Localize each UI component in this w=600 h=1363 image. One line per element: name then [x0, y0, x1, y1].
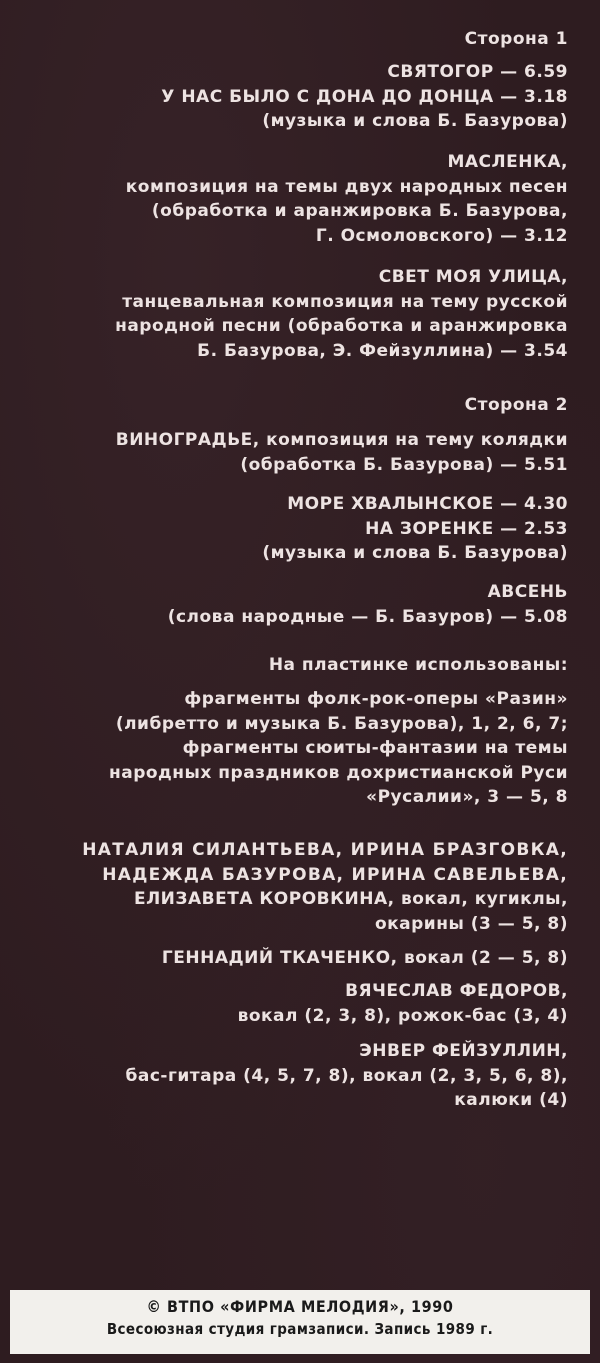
performer-line: ЭНВЕР ФЕЙЗУЛЛИН,	[359, 1041, 568, 1061]
fragment-line: фрагменты фолк-рок-оперы «Разин»	[184, 689, 568, 709]
performers-2	[8, 946, 568, 971]
recording-line: Всесоюзная студия грамзаписи. Запись 1989 г.	[106, 1320, 494, 1338]
track-block-4	[8, 428, 568, 477]
performer-line: окарины (3 — 5, 8)	[374, 913, 568, 934]
performer-line: ГЕННАДИЙ ТКАЧЕНКО, вокал (2 — 5, 8)	[161, 948, 568, 968]
track-note: танцевальная композиция на тему русской	[122, 291, 568, 312]
performer-line: НАДЕЖДА БАЗУРОВА, ИРИНА САВЕЛЬЕВА,	[102, 864, 568, 885]
performer-line: ВЯЧЕСЛАВ ФЕДОРОВ,	[345, 981, 568, 1001]
track-line: СВЯТОГОР — 6.59	[387, 62, 568, 82]
performer-line: бас-гитара (4, 5, 7, 8), вокал (2, 3, 5, 6, 8),	[125, 1065, 568, 1086]
performer-line: калюки (4)	[454, 1090, 568, 1110]
track-title: ВИНОГРАДЬЕ, композиция на тему колядки	[115, 430, 568, 450]
track-title: МАСЛЕНКА,	[447, 152, 568, 172]
side-1-header	[8, 27, 568, 52]
track-block-5	[8, 492, 568, 566]
track-title: СВЕТ МОЯ УЛИЦА,	[378, 267, 568, 287]
performer-line: НАТАЛИЯ СИЛАНТЬЕВА, ИРИНА БРАЗГОВКА,	[82, 840, 568, 860]
track-credit: (музыка и слова Б. Базурова)	[262, 111, 568, 131]
used-fragments	[8, 687, 568, 834]
copyright-panel	[10, 1290, 590, 1354]
track-note: народной песни (обработка и аранжировка	[115, 316, 568, 336]
side-2-header	[8, 393, 568, 418]
track-line: У НАС БЫЛО С ДОНА ДО ДОНЦА — 3.18	[161, 86, 568, 107]
track-note: композиция на темы двух народных песен	[125, 176, 568, 197]
copyright-line: © ВТПО «ФИРМА МЕЛОДИЯ», 1990	[146, 1297, 454, 1316]
performers-1	[8, 838, 568, 936]
track-note: (обработка и аранжировка Б. Базурова,	[151, 201, 568, 221]
performer-line: вокал (2, 3, 8), рожок-бас (3, 4)	[237, 1005, 568, 1026]
track-block-3	[8, 265, 568, 363]
fragment-line: «Русалии», 3 — 5, 8	[366, 787, 568, 807]
track-block-6	[8, 580, 568, 629]
track-block-1	[8, 60, 568, 134]
track-title: АВСЕНЬ	[487, 582, 568, 602]
track-note: Б. Базурова, Э. Фейзуллина) — 3.54	[197, 340, 568, 361]
used-heading: На пластинке использованы:	[268, 655, 568, 675]
fragment-line: фрагменты сюиты-фантазии на темы	[182, 738, 568, 758]
fragment-line: народных праздников дохристианской Руси	[108, 762, 568, 783]
side-label: Сторона 2	[464, 395, 568, 415]
track-note: (обработка Б. Базурова) — 5.51	[240, 454, 568, 475]
track-block-2	[8, 150, 568, 248]
performers-4	[8, 1039, 568, 1113]
track-line: НА ЗОРЕНКЕ — 2.53	[365, 518, 568, 539]
side-label: Сторона 1	[464, 29, 568, 49]
track-credit: (музыка и слова Б. Базурова)	[262, 543, 568, 563]
used-on-record	[8, 653, 568, 678]
performers-3	[8, 979, 568, 1028]
track-line: МОРЕ ХВАЛЫНСКОЕ — 4.30	[287, 494, 568, 514]
track-note: Г. Осмоловского) — 3.12	[315, 225, 568, 246]
track-note: (слова народные — Б. Базуров) — 5.08	[167, 606, 568, 627]
fragment-line: (либретто и музыка Б. Базурова), 1, 2, 6, 7;	[115, 713, 568, 734]
performer-line: ЕЛИЗАВЕТА КОРОВКИНА, вокал, кугиклы,	[133, 889, 568, 909]
fragment-line	[8, 810, 568, 835]
